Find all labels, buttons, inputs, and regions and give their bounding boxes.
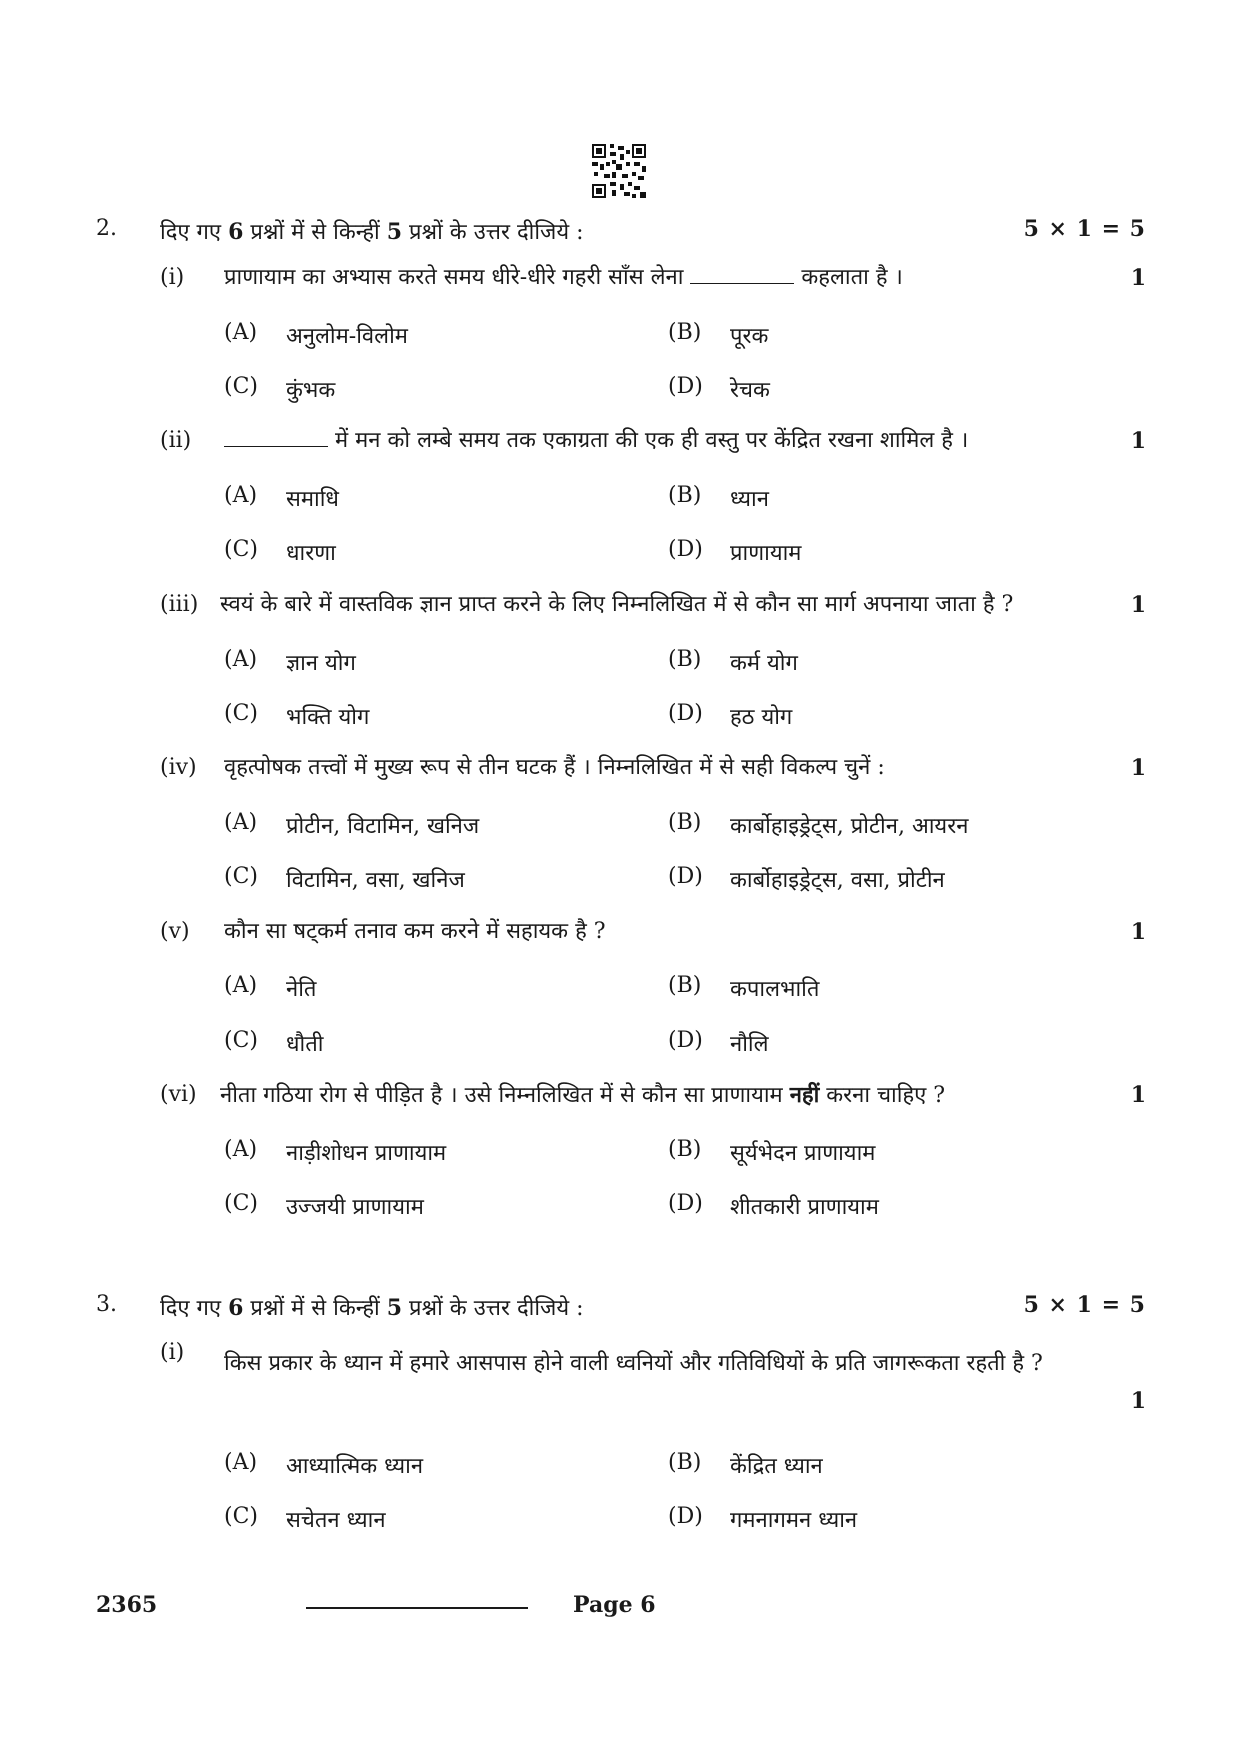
question-instruction: दिए गए 6 प्रश्नों में से किन्हीं 5 प्रश्नों के उत्तर दीजिये : xyxy=(160,1295,584,1321)
sub-question-number: (ii) xyxy=(160,428,192,453)
question-instruction: दिए गए 6 प्रश्नों में से किन्हीं 5 प्रश्नों के उत्तर दीजिये : xyxy=(160,219,584,245)
sub-question-text: किस प्रकार के ध्यान में हमारे आसपास होने वाली ध्वनियों और गतिविधियों के प्रति जागरूकता रहती है ? xyxy=(224,1351,1043,1376)
exam-page: 2. दिए गए 6 प्रश्नों में से किन्हीं 5 प्रश्नों के उत्तर दीजिये : 5 × 1 = 5 (i) प्राणायाम का अभ्यास करते समय धीरे-धीरे गहरी साँस लेना कहलाता है । 1 (A) अनुलोम-विलोम (B) पूरक (C) कुंभक (D) रेचक (ii) में मन को लम्बे समय तक एकाग्रता की एक ही वस्तु पर केंद्रित रखना शामिल है । 1 (A) समाधि (B) ध्यान (C) धारणा (D) प्राणायाम (iii) स्वयं के बारे में वास्तविक ज्ञान प्राप्त करने के लिए निम्नलिखित में से कौन सा मार्ग अपनाया जाता है ? 1 (A) ज्ञान योग (B) कर्म योग (C) भक्ति योग (D) हठ योग (iv) वृहत्पोषक तत्त्वों में मुख्य रूप से तीन घटक हैं । निम्नलिखित में से सही विकल्प चुनें : 1 (A) प्रोटीन, विटामिन, खनिज (B) कार्बोहाइड्रेट्स, प्रोटीन, आयरन (C) विटामिन, वसा, खनिज (D) कार्बोहाइड्रेट्स, वसा, प्रोटीन (v) कौन सा षट्कर्म तनाव कम करने में सहायक है ? 1 (A) नेति (B) कपालभाति (C) धौती (D) नौलि (vi) नीता गठिया रोग से पीड़ित है । उसे निम्नलिखित में से कौन सा प्राणायाम नहीं करना चाहिए ? 1 (A) नाड़ीशोधन प्राणायाम (B) सूर्यभेदन प्राणायाम (C) उज्जयी प्राणायाम (D) शीतकारी प्राणायाम 3. दिए गए 6 प्रश्नों में से किन्हीं 5 प्रश्नों के उत्तर दीजिये : 5 × 1 = 5 (i) किस प्रकार के ध्यान में हमारे आसपास होने वाली ध्वनियों और गतिविधियों के प्रति जागरूकता रहती है ? 1 (A) आध्यात्मिक ध्यान (B) केंद्रित ध्यान (C) सचेतन ध्यान (D) गमनागमन ध्यान 2365 Page 6 xyxy=(0,0,1241,1755)
footer-divider xyxy=(306,1607,528,1609)
qr-code-icon xyxy=(592,144,646,198)
sub-question-number: (vi) xyxy=(160,1082,197,1107)
sub-question-number: (iii) xyxy=(160,592,199,617)
question-marks: 5 × 1 = 5 xyxy=(1023,216,1146,242)
sub-question-mark: 1 xyxy=(1130,919,1146,945)
sub-question-text: कौन सा षट्कर्म तनाव कम करने में सहायक है ? xyxy=(224,919,606,944)
question-marks: 5 × 1 = 5 xyxy=(1023,1292,1146,1318)
question-2-header xyxy=(96,216,1146,256)
question-number: 3. xyxy=(96,1292,117,1317)
sub-question-text: में मन को लम्बे समय तक एकाग्रता की एक ही वस्तु पर केंद्रित रखना शामिल है । xyxy=(224,428,1084,454)
sub-question-text: स्वयं के बारे में वास्तविक ज्ञान प्राप्त करने के लिए निम्नलिखित में से कौन सा मार्ग अपनाया जाता है ? xyxy=(220,592,1014,617)
sub-question-mark: 1 xyxy=(1130,755,1146,781)
sub-question-mark: 1 xyxy=(1130,428,1146,454)
question-number: 2. xyxy=(96,216,117,241)
sub-question-mark: 1 xyxy=(1130,265,1146,291)
sub-question-number: (v) xyxy=(160,919,190,944)
sub-question-text: नीता गठिया रोग से पीड़ित है । उसे निम्नलिखित में से कौन सा प्राणायाम नहीं करना चाहिए ? xyxy=(220,1082,946,1108)
sub-question-mark: 1 xyxy=(1130,592,1146,618)
fill-blank xyxy=(224,428,328,447)
paper-code: 2365 xyxy=(96,1592,158,1618)
fill-blank xyxy=(690,265,794,284)
sub-question-number: (iv) xyxy=(160,755,197,780)
sub-question-text: वृहत्पोषक तत्त्वों में मुख्य रूप से तीन घटक हैं । निम्नलिखित में से सही विकल्प चुनें : xyxy=(224,755,885,780)
sub-question-number: (i) xyxy=(160,1340,185,1365)
sub-question xyxy=(160,1340,1146,1440)
sub-question-mark: 1 xyxy=(1130,1388,1146,1414)
question-3-header xyxy=(96,1292,1146,1332)
sub-question-text: प्राणायाम का अभ्यास करते समय धीरे-धीरे गहरी साँस लेना कहलाता है । xyxy=(224,265,903,290)
page-number: Page 6 xyxy=(573,1592,656,1618)
sub-question-mark: 1 xyxy=(1130,1082,1146,1108)
sub-question-number: (i) xyxy=(160,265,185,290)
